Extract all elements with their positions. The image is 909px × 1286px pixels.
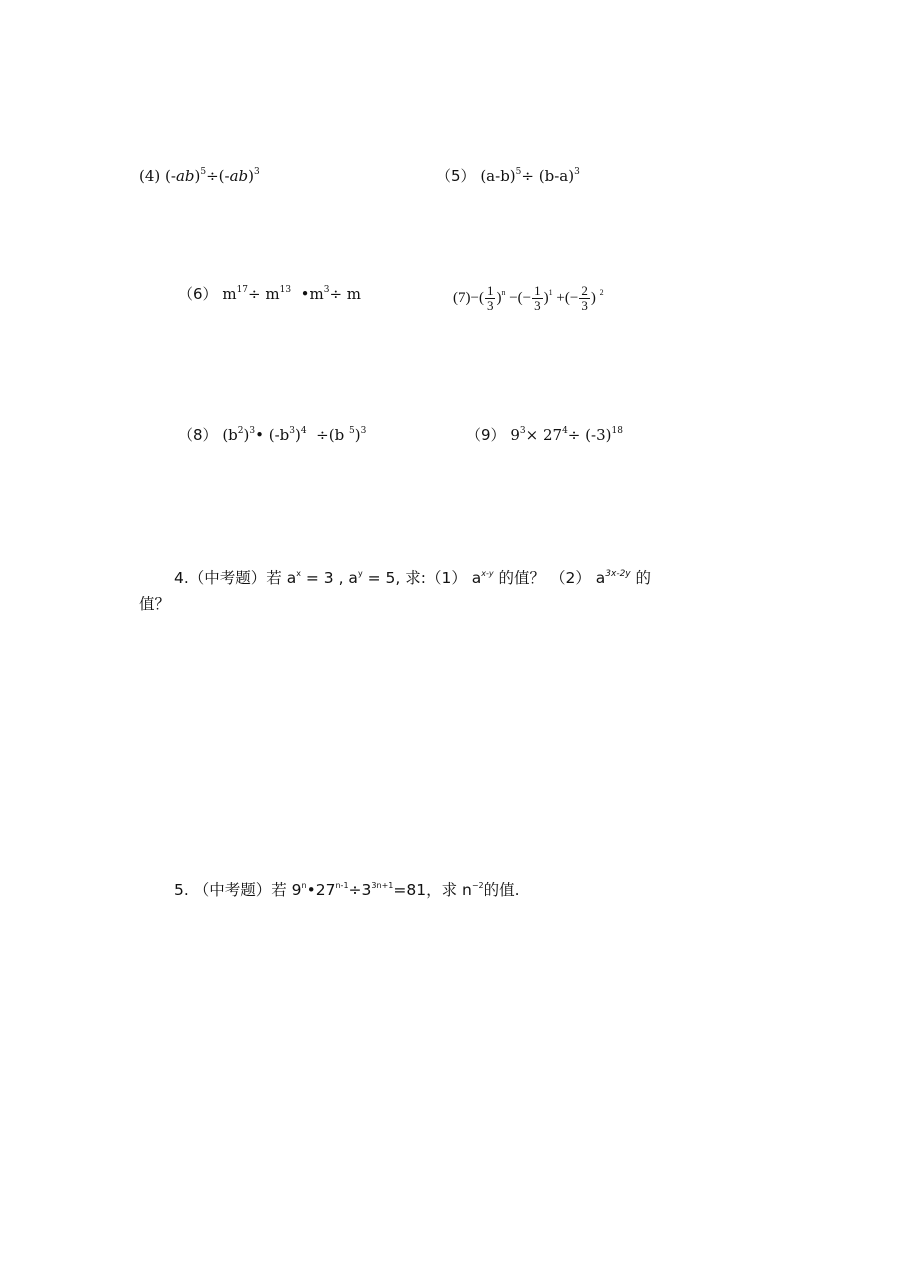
problem-7-frac3-num: 2	[581, 283, 588, 299]
problem-6	[178, 284, 361, 304]
problem-6-m1: m	[222, 285, 237, 303]
problem-8-label: （8）	[178, 426, 218, 444]
problem-7-exp3: 2	[599, 288, 604, 297]
question-4-line2-text: 值？	[139, 595, 171, 613]
problem-5-base1: (a-b)	[480, 167, 516, 185]
question-5-exp4: −2	[471, 881, 484, 890]
problem-6-div2: ÷	[329, 285, 343, 303]
problem-9-div: ÷	[567, 426, 581, 444]
problem-5-exp2: 3	[574, 167, 580, 177]
problem-9-e2: 4	[562, 426, 568, 436]
problem-7-fraction-1	[485, 284, 496, 313]
problem-6-div1: ÷	[248, 285, 261, 303]
problem-5-label: （5）	[436, 167, 476, 185]
problem-7-label: (7)	[453, 290, 471, 306]
problem-9-times: ×	[525, 426, 539, 444]
problem-4-exp2: 3	[254, 167, 260, 177]
problem-8-t3: (b	[328, 426, 345, 444]
question-4-mid3: 的值？ （2） a	[493, 569, 606, 587]
problem-8-e1: 2	[237, 426, 244, 436]
question-5-3: 3	[361, 881, 372, 899]
problem-7-frac2-num: 1	[534, 283, 541, 299]
problem-7-close3: )	[590, 290, 596, 306]
problem-4-base1: (-	[165, 167, 176, 185]
problem-7-frac1-den: 3	[486, 298, 494, 314]
problem-9-label: （9）	[466, 426, 506, 444]
problem-7-fraction-3	[579, 284, 590, 313]
problem-8-e2b: 4	[300, 426, 307, 436]
problem-4-close1: )	[194, 167, 201, 185]
problem-5-exp1: 5	[515, 167, 522, 177]
problem-8-e3b: 3	[360, 426, 367, 436]
problem-8	[178, 425, 366, 445]
problem-5	[436, 166, 580, 186]
question-5-div: ÷	[348, 881, 362, 899]
problem-7	[453, 280, 604, 316]
problem-4-base2: (-	[218, 167, 230, 185]
question-4-line-1	[174, 568, 651, 588]
question-4-prefix: 4.（中考题）若 a	[174, 569, 297, 587]
problem-9	[466, 425, 623, 445]
problem-4-exp1: 5	[200, 167, 207, 177]
problem-9-n2: 27	[542, 426, 563, 444]
question-4-exp-q1: x-y	[481, 569, 494, 578]
problem-9-n1: 9	[510, 426, 520, 444]
problem-9-e1: 3	[519, 426, 526, 436]
question-5-exp1: n	[301, 881, 307, 890]
problem-7-close2: )	[543, 290, 549, 306]
problem-4-close2: )	[248, 167, 254, 185]
problem-7-exp1: n	[501, 288, 506, 297]
problem-7-frac1-num: 1	[486, 283, 494, 299]
question-4-mid2: = 5, 求:（1） a	[362, 569, 482, 587]
question-5-dot: •	[306, 881, 316, 899]
problem-8-t1c: )	[243, 426, 250, 444]
problem-7-close1: )	[496, 290, 502, 306]
problem-6-exp2: 13	[279, 285, 292, 295]
problem-4	[139, 166, 260, 186]
problem-8-e3: 5	[349, 426, 355, 436]
question-5-27: 27	[315, 881, 336, 899]
problem-4-var2: ab	[229, 167, 249, 185]
problem-8-dot: •	[255, 426, 264, 444]
problem-6-m4: m	[346, 285, 362, 303]
problem-7-frac3-den: 3	[581, 298, 588, 314]
problem-6-m3: m	[309, 285, 324, 303]
problem-9-n3: (-3)	[585, 426, 612, 444]
problem-7-fraction-2	[532, 284, 543, 313]
question-5-prefix: 5. （中考题）若 9	[174, 881, 302, 899]
question-5-eq: =81，求 n	[393, 881, 472, 899]
problem-7-minus2: −(−	[509, 290, 532, 306]
problem-8-e2: 3	[289, 426, 296, 436]
problem-8-e1b: 3	[249, 426, 256, 436]
problem-4-var1: ab	[175, 167, 195, 185]
question-4-line-2	[139, 594, 170, 614]
problem-5-div: ÷	[521, 167, 534, 185]
problem-6-label: （6）	[178, 285, 218, 303]
problem-7-exp2: 1	[548, 288, 553, 297]
problem-8-t1: (b	[222, 426, 238, 444]
question-4-exp-y: y	[357, 569, 363, 578]
problem-8-t2: (-b	[268, 426, 290, 444]
problem-6-exp3: 3	[323, 285, 330, 295]
problem-8-t2c: )	[295, 426, 301, 444]
problem-8-div: ÷	[316, 426, 329, 444]
problem-7-frac2-den: 3	[534, 298, 541, 314]
question-5-exp2: n-1	[335, 881, 349, 890]
problem-6-exp1: 17	[236, 285, 249, 295]
question-5-suffix: 的值.	[483, 881, 520, 899]
question-4-suffix: 的	[630, 569, 652, 587]
question-4-exp-x: x	[296, 569, 301, 578]
problem-9-e3: 18	[611, 426, 623, 436]
problem-4-label: (4)	[139, 167, 161, 185]
problem-7-minus: −(	[470, 290, 484, 306]
problem-6-m2: m	[265, 285, 280, 303]
question-4-mid1: = 3 , a	[300, 569, 358, 587]
problem-4-div: ÷	[206, 167, 219, 185]
question-5-exp3: 3n+1	[371, 881, 394, 890]
problem-5-base2: (b-a)	[538, 167, 575, 185]
problem-7-plus: +(−	[556, 290, 579, 306]
question-4-exp-q2: 3x-2y	[605, 569, 631, 579]
problem-6-dot: •	[300, 285, 310, 303]
problem-8-t3c: )	[354, 426, 361, 444]
question-5	[174, 880, 520, 900]
